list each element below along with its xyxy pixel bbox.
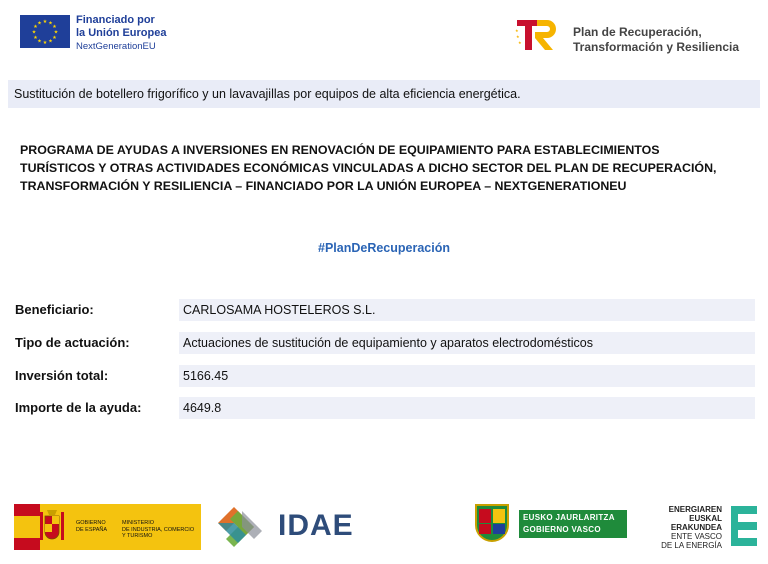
ministerio-line-1: MINISTERIO (122, 520, 155, 526)
basque-coat-of-arms-icon (470, 501, 514, 545)
spain-coat-of-arms-icon (37, 508, 67, 546)
gobierno-vasco-text: GOBIERNO VASCO (523, 525, 601, 534)
beneficiary-value: CARLOSAMA HOSTELEROS S.L. (179, 299, 755, 321)
eve-logo-icon (727, 504, 759, 548)
eu-line-1: Financiado por (76, 14, 155, 26)
eve-line-1: ENERGIAREN (668, 505, 722, 514)
svg-text:★: ★ (33, 35, 38, 41)
svg-text:★: ★ (37, 38, 42, 45)
svg-text:★: ★ (37, 20, 42, 27)
ministerio-line-3: Y TURISMO (122, 533, 153, 539)
program-title-line-2: TURÍSTICOS Y OTRAS ACTIVIDADES ECONÓMICAS VINCULADAS A DICHO SECTOR DEL PLAN DE RECUPERACIÓN, (20, 161, 717, 175)
eu-line-3: NextGenerationEU (76, 41, 156, 52)
prtr-text (573, 25, 739, 55)
idae-logo-icon (212, 505, 274, 549)
project-summary: Sustitución de botellero frigorífico y un lavavajillas por equipos de alta eficiencia energética. (8, 80, 760, 108)
eu-funding-text (76, 14, 166, 53)
gobierno-text (76, 520, 107, 533)
svg-text:★: ★ (52, 35, 57, 41)
program-title-line-1: PROGRAMA DE AYUDAS A INVERSIONES EN RENOVACIÓN DE EQUIPAMIENTO PARA ESTABLECIMIENTOS (20, 143, 660, 157)
total-investment-label: Inversión total: (15, 368, 109, 383)
eve-text (636, 505, 722, 550)
svg-text:★: ★ (42, 40, 48, 46)
action-type-label: Tipo de actuación: (15, 335, 130, 350)
hashtag: #PlanDeRecuperación (318, 241, 450, 255)
gobierno-line-1: GOBIERNO (76, 520, 106, 526)
ministerio-text (122, 520, 194, 540)
eve-line-3: ENTE VASCO (671, 532, 722, 541)
beneficiary-label: Beneficiario: (15, 302, 94, 317)
eu-flag-logo (20, 15, 70, 48)
prtr-line-1: Plan de Recuperación, (573, 25, 702, 39)
svg-text:★: ★ (52, 24, 57, 30)
eusko-jaurlaritza-text: EUSKO JAURLARITZA (523, 513, 615, 522)
svg-text:★: ★ (48, 38, 53, 45)
svg-text:★: ★ (516, 34, 520, 39)
svg-text:★: ★ (33, 24, 38, 30)
total-investment-value: 5166.45 (179, 365, 755, 387)
program-title (20, 141, 740, 195)
action-type-value: Actuaciones de sustitución de equipamiento y aparatos electrodomésticos (179, 332, 755, 354)
eve-line-2: EUSKAL ERAKUNDEA (670, 514, 722, 532)
svg-text:★: ★ (53, 29, 59, 36)
aid-amount-label: Importe de la ayuda: (15, 400, 142, 415)
ministerio-line-2: DE INDUSTRIA, COMERCIO (122, 526, 195, 533)
prtr-line-2: Transformación y Resiliencia (573, 40, 740, 54)
svg-text:★: ★ (31, 29, 37, 36)
eu-line-2: la Unión Europea (76, 27, 167, 39)
eve-line-4: DE LA ENERGÍA (661, 541, 722, 550)
idae-text: IDAE (278, 509, 354, 542)
svg-text:★: ★ (42, 19, 48, 25)
program-title-line-3: TRANSFORMACIÓN Y RESILIENCIA – FINANCIADO POR LA UNIÓN EUROPEA – NEXTGENERATIONEU (20, 179, 627, 193)
prtr-logo (515, 16, 563, 52)
aid-amount-value: 4649.8 (179, 397, 755, 419)
svg-text:★: ★ (518, 40, 522, 45)
gobierno-line-2: DE ESPAÑA (76, 526, 108, 533)
svg-text:★: ★ (515, 28, 519, 33)
svg-text:★: ★ (48, 20, 53, 27)
